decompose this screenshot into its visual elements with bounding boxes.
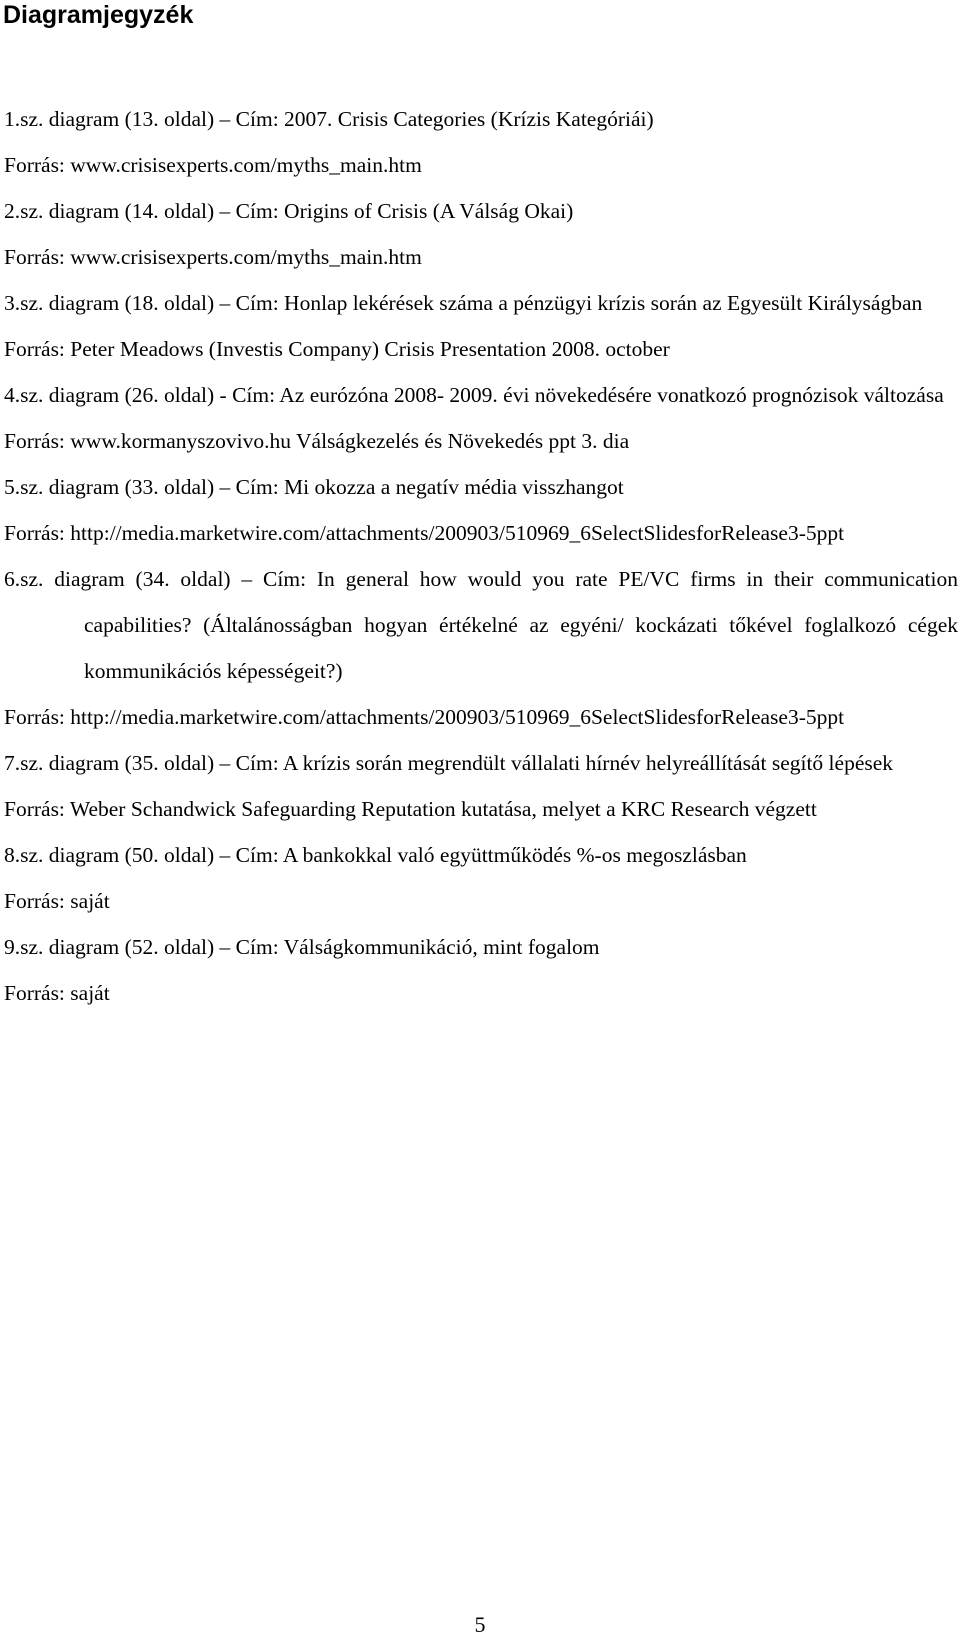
list-item: [0, 740, 958, 832]
diagram-title: 7.sz. diagram (35. oldal) – Cím: A krízis során megrendült vállalati hírnév helyreállítását segítő lépések: [4, 751, 894, 775]
diagram-source: Forrás: www.crisisexperts.com/myths_main.htm: [4, 245, 422, 269]
diagram-source: Forrás: http://media.marketwire.com/attachments/200903/510969_6SelectSlidesforRelease3-5ppt: [4, 705, 845, 729]
diagram-title: 8.sz. diagram (50. oldal) – Cím: A bankokkal való együttműködés %-os megoszlásban: [4, 843, 747, 867]
diagram-source: Forrás: www.crisisexperts.com/myths_main.htm: [4, 153, 422, 177]
diagram-source: Forrás: saját: [4, 981, 110, 1005]
list-item: [0, 96, 958, 188]
list-item: [0, 280, 958, 372]
page-number: 5: [474, 1612, 486, 1637]
diagram-source: Forrás: http://media.marketwire.com/attachments/200903/510969_6SelectSlidesforRelease3-5ppt: [4, 521, 845, 545]
list-item: [0, 924, 958, 1016]
list-item: [0, 556, 958, 740]
diagram-title: 9.sz. diagram (52. oldal) – Cím: Válságkommunikáció, mint fogalom: [4, 935, 600, 959]
diagram-source: Forrás: www.kormanyszovivo.hu Válságkezelés és Növekedés ppt 3. dia: [4, 429, 630, 453]
list-item: [0, 372, 958, 464]
diagram-source: Forrás: Weber Schandwick Safeguarding Reputation kutatása, melyet a KRC Research végzett: [4, 797, 817, 821]
diagram-title: 1.sz. diagram (13. oldal) – Cím: 2007. Crisis Categories (Krízis Kategóriái): [4, 107, 654, 131]
diagram-title: 3.sz. diagram (18. oldal) – Cím: Honlap lekérések száma a pénzügyi krízis során az Egyesült Királyságban: [4, 291, 923, 315]
list-item: [0, 464, 958, 556]
diagram-title: 5.sz. diagram (33. oldal) – Cím: Mi okozza a negatív média visszhangot: [4, 475, 624, 499]
diagram-source: Forrás: Peter Meadows (Investis Company) Crisis Presentation 2008. october: [4, 337, 670, 361]
diagram-list: [0, 96, 958, 1016]
diagram-title: 4.sz. diagram (26. oldal) - Cím: Az eurózóna 2008- 2009. évi növekedésére vonatkozó prognózisok változása: [4, 383, 944, 407]
list-item: [0, 188, 958, 280]
list-item: [0, 832, 958, 924]
diagram-title: 6.sz. diagram (34. oldal) – Cím: In general how would you rate PE/VC firms in their communication capabilities? (Általánosságban hogyan értékelné az egyéni/ kockázati tőkével foglalkozó cégek kommunikációs képességeit?): [4, 567, 958, 683]
page-heading: Diagramjegyzék: [3, 1, 194, 29]
diagram-source: Forrás: saját: [4, 889, 110, 913]
diagram-title: 2.sz. diagram (14. oldal) – Cím: Origins of Crisis (A Válság Okai): [4, 199, 574, 223]
